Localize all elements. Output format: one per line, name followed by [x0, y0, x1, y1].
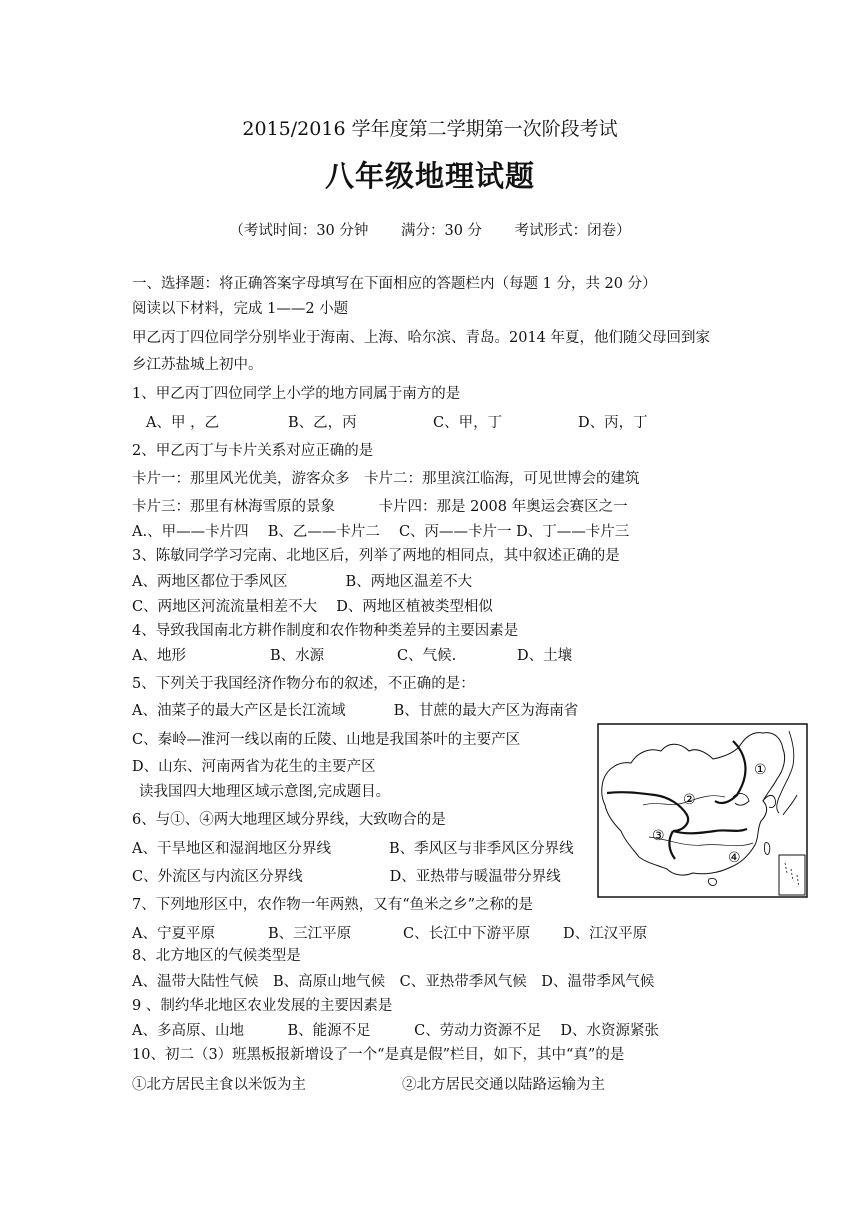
q10-statement-2: ②北方居民交通以陆路运输为主 — [402, 1077, 605, 1093]
q4-option-a: A、地形 — [132, 648, 186, 664]
q6-options-ab: A、干旱地区和湿润地区分界线 B、季风区与非季风区分界线 — [132, 841, 574, 857]
q7-option-d: D、江汉平原 — [563, 926, 648, 942]
map-label-3: ③ — [652, 828, 665, 844]
question-2: 2、甲乙丙丁与卡片关系对应正确的是 — [132, 443, 374, 459]
q4-option-d: D、土壤 — [517, 648, 573, 664]
question-5: 5、下列关于我国经济作物分布的叙述，不正确的是： — [132, 676, 475, 692]
q1-option-b: B、乙，丙 — [288, 415, 357, 431]
q2-cards-line-2: 卡片三：那里有林海雪原的景象 卡片四：那是 2008 年奥运会赛区之一 — [132, 499, 628, 515]
map-label-1: ① — [754, 762, 767, 778]
exam-time: （考试时间：30 分钟 — [229, 223, 369, 239]
q1-option-d: D、丙，丁 — [578, 415, 648, 431]
south-sea-inset — [779, 855, 805, 895]
question-3: 3、陈敏同学学习完南、北地区后，列举了两地的相同点，其中叙述正确的是 — [132, 548, 620, 564]
q5-option-c: C、秦岭—淮河一线以南的丘陵、山地是我国茶叶的主要产区 — [132, 732, 521, 748]
q8-options: A、温带大陆性气候 B、高原山地气候 C、亚热带季风气候 D、温带季风气候 — [132, 974, 655, 990]
map-label-4: ④ — [728, 850, 741, 866]
q3-options-cd: C、两地区河流流量相差不大 D、两地区植被类型相似 — [132, 599, 493, 615]
q1-option-a: A、甲 ，乙 — [146, 415, 220, 431]
q6-options-cd: C、外流区与内流区分界线 D、亚热带与暖温带分界线 — [132, 869, 561, 885]
question-4: 4、导致我国南北方耕作制度和农作物种类差异的主要因素是 — [132, 623, 519, 639]
exam-header-title: 2015/2016 学年度第二学期第一次阶段考试 — [242, 118, 618, 140]
exam-info — [0, 219, 860, 240]
question-6: 6、与①、④两大地理区域分界线，大致吻合的是 — [132, 812, 446, 828]
q5-options-ab: A、油菜子的最大产区是长江流域 B、甘蔗的最大产区为海南省 — [132, 703, 579, 719]
exam-format: 考试形式：闭卷） — [514, 223, 631, 239]
q4-option-b: B、水源 — [270, 648, 325, 664]
q7-option-b: B、三江平原 — [268, 926, 352, 942]
q2-cards-line-1: 卡片一：那里风光优美，游客众多 卡片二：那里滨江临海，可见世博会的建筑 — [132, 471, 640, 487]
question-9: 9 、制约华北地区农业发展的主要因素是 — [132, 998, 393, 1014]
map-label-2: ② — [683, 792, 696, 808]
question-8: 8、北方地区的气候类型是 — [132, 948, 301, 964]
q4-option-c: C、气候. — [397, 648, 457, 664]
material-line-2: 乡江苏盐城上初中。 — [132, 357, 263, 373]
q5-option-d: D、山东、河南两省为花生的主要产区 — [132, 759, 376, 775]
question-1: 1、甲乙丙丁四位同学上小学的地方同属于南方的是 — [132, 386, 461, 402]
q7-option-c: C、长江中下游平原 — [403, 926, 531, 942]
question-7: 7、下列地形区中，农作物一年两熟，又有“鱼米之乡”之称的是 — [132, 897, 534, 913]
q9-options: A、多高原、山地 B、能源不足 C、劳动力资源不足 D、水资源紧张 — [132, 1023, 659, 1039]
material-line-1: 甲乙丙丁四位同学分别毕业于海南、上海、哈尔滨、青岛。2014 年夏，他们随父母回到家 — [132, 330, 711, 346]
q2-options: A.、甲——卡片四 B、乙——卡片二 C、丙——卡片一 D、丁——卡片三 — [132, 524, 630, 540]
exam-score: 满分：30 分 — [401, 223, 483, 239]
q3-options-ab: A、两地区都位于季风区 B、两地区温差不大 — [132, 574, 473, 590]
question-10: 10、初二（3）班黑板报新增设了一个“是真是假”栏目，如下，其中“真”的是 — [132, 1047, 625, 1063]
q1-option-c: C、甲，丁 — [433, 415, 503, 431]
reading-instruction-1: 阅读以下材料，完成 1——2 小题 — [132, 301, 349, 317]
china-regions-map — [597, 723, 808, 898]
section-heading: 一、选择题：将正确答案字母填写在下面相应的答题栏内（每题 1 分，共 20 分） — [132, 276, 657, 292]
q10-statement-1: ①北方居民主食以米饭为主 — [132, 1077, 306, 1093]
reading-instruction-2: 读我国四大地理区域示意图,完成题目。 — [139, 784, 391, 800]
exam-subject-title: 八年级地理试题 — [324, 159, 535, 193]
map-frame — [598, 724, 807, 897]
q7-option-a: A、宁夏平原 — [132, 926, 215, 942]
